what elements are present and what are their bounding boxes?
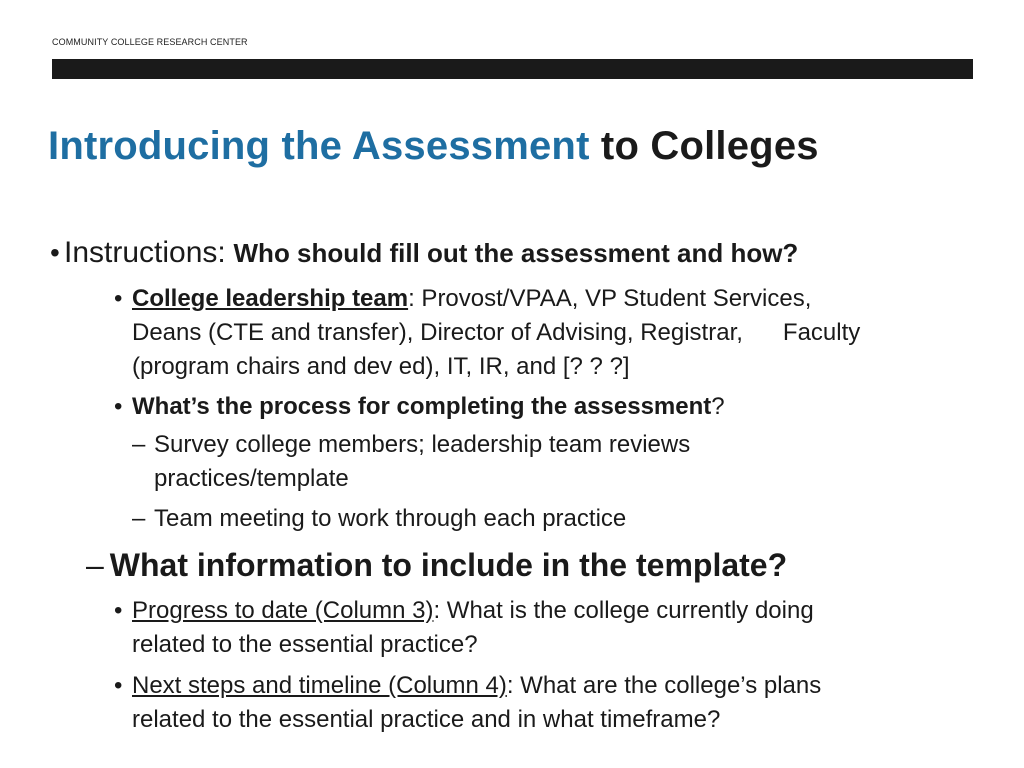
instructions-bullet xyxy=(50,236,798,270)
leadership-line1: : Provost/VPAA, VP Student Services, xyxy=(408,285,812,312)
organization-name: COMMUNITY COLLEGE RESEARCH CENTER xyxy=(52,37,248,47)
leadership-line2: Deans (CTE and transfer), Director of Advising, Registrar, xyxy=(132,319,743,346)
bullet-icon: • xyxy=(114,597,123,624)
slide-title xyxy=(48,124,819,169)
bullet-icon: • xyxy=(114,393,123,420)
process-item xyxy=(114,390,994,424)
title-accent: Introducing the Assessment xyxy=(48,124,590,168)
leadership-line2b: Faculty xyxy=(782,319,861,346)
leadership-line3: (program chairs and dev ed), IT, IR, and [? ? ?] xyxy=(132,353,630,380)
bullet-icon: • xyxy=(114,285,123,312)
process-label: What’s the process for completing the assessment xyxy=(132,393,712,420)
template-heading xyxy=(86,547,787,584)
progress-line1: : What is the college currently doing xyxy=(433,597,814,624)
header-bar xyxy=(52,59,973,79)
process-subitem xyxy=(132,428,994,496)
progress-item xyxy=(114,594,994,662)
process-subitems xyxy=(114,428,994,536)
sub-bullets xyxy=(114,282,994,536)
bullet-icon: • xyxy=(114,672,123,699)
progress-line2: related to the essential practice? xyxy=(132,631,478,658)
template-heading-text: What information to include in the template? xyxy=(109,547,788,583)
next-steps-line2: related to the essential practice and in what timeframe? xyxy=(132,706,721,733)
process-subitem xyxy=(132,502,994,536)
process-sub2: Team meeting to work through each practice xyxy=(154,505,627,532)
next-steps-item xyxy=(114,669,994,737)
leadership-label: College leadership team xyxy=(132,285,409,312)
next-steps-line1: : What are the college’s plans xyxy=(506,672,822,699)
dash-icon: – xyxy=(132,431,146,458)
leadership-item xyxy=(114,282,994,384)
process-qmark: ? xyxy=(711,393,725,420)
dash-icon: – xyxy=(86,547,104,583)
next-steps-label: Next steps and timeline (Column 4) xyxy=(132,672,507,699)
title-rest: to Colleges xyxy=(600,124,819,168)
template-bullets xyxy=(114,594,994,737)
bullet-icon: • xyxy=(50,237,60,268)
dash-icon: – xyxy=(132,505,146,532)
instructions-label: Instructions: xyxy=(64,236,226,269)
progress-label: Progress to date (Column 3) xyxy=(132,597,434,624)
process-sub1-line2: practices/template xyxy=(154,465,349,492)
process-sub1-line1: Survey college members; leadership team reviews xyxy=(154,431,691,458)
instructions-text: Who should fill out the assessment and how? xyxy=(233,238,799,268)
